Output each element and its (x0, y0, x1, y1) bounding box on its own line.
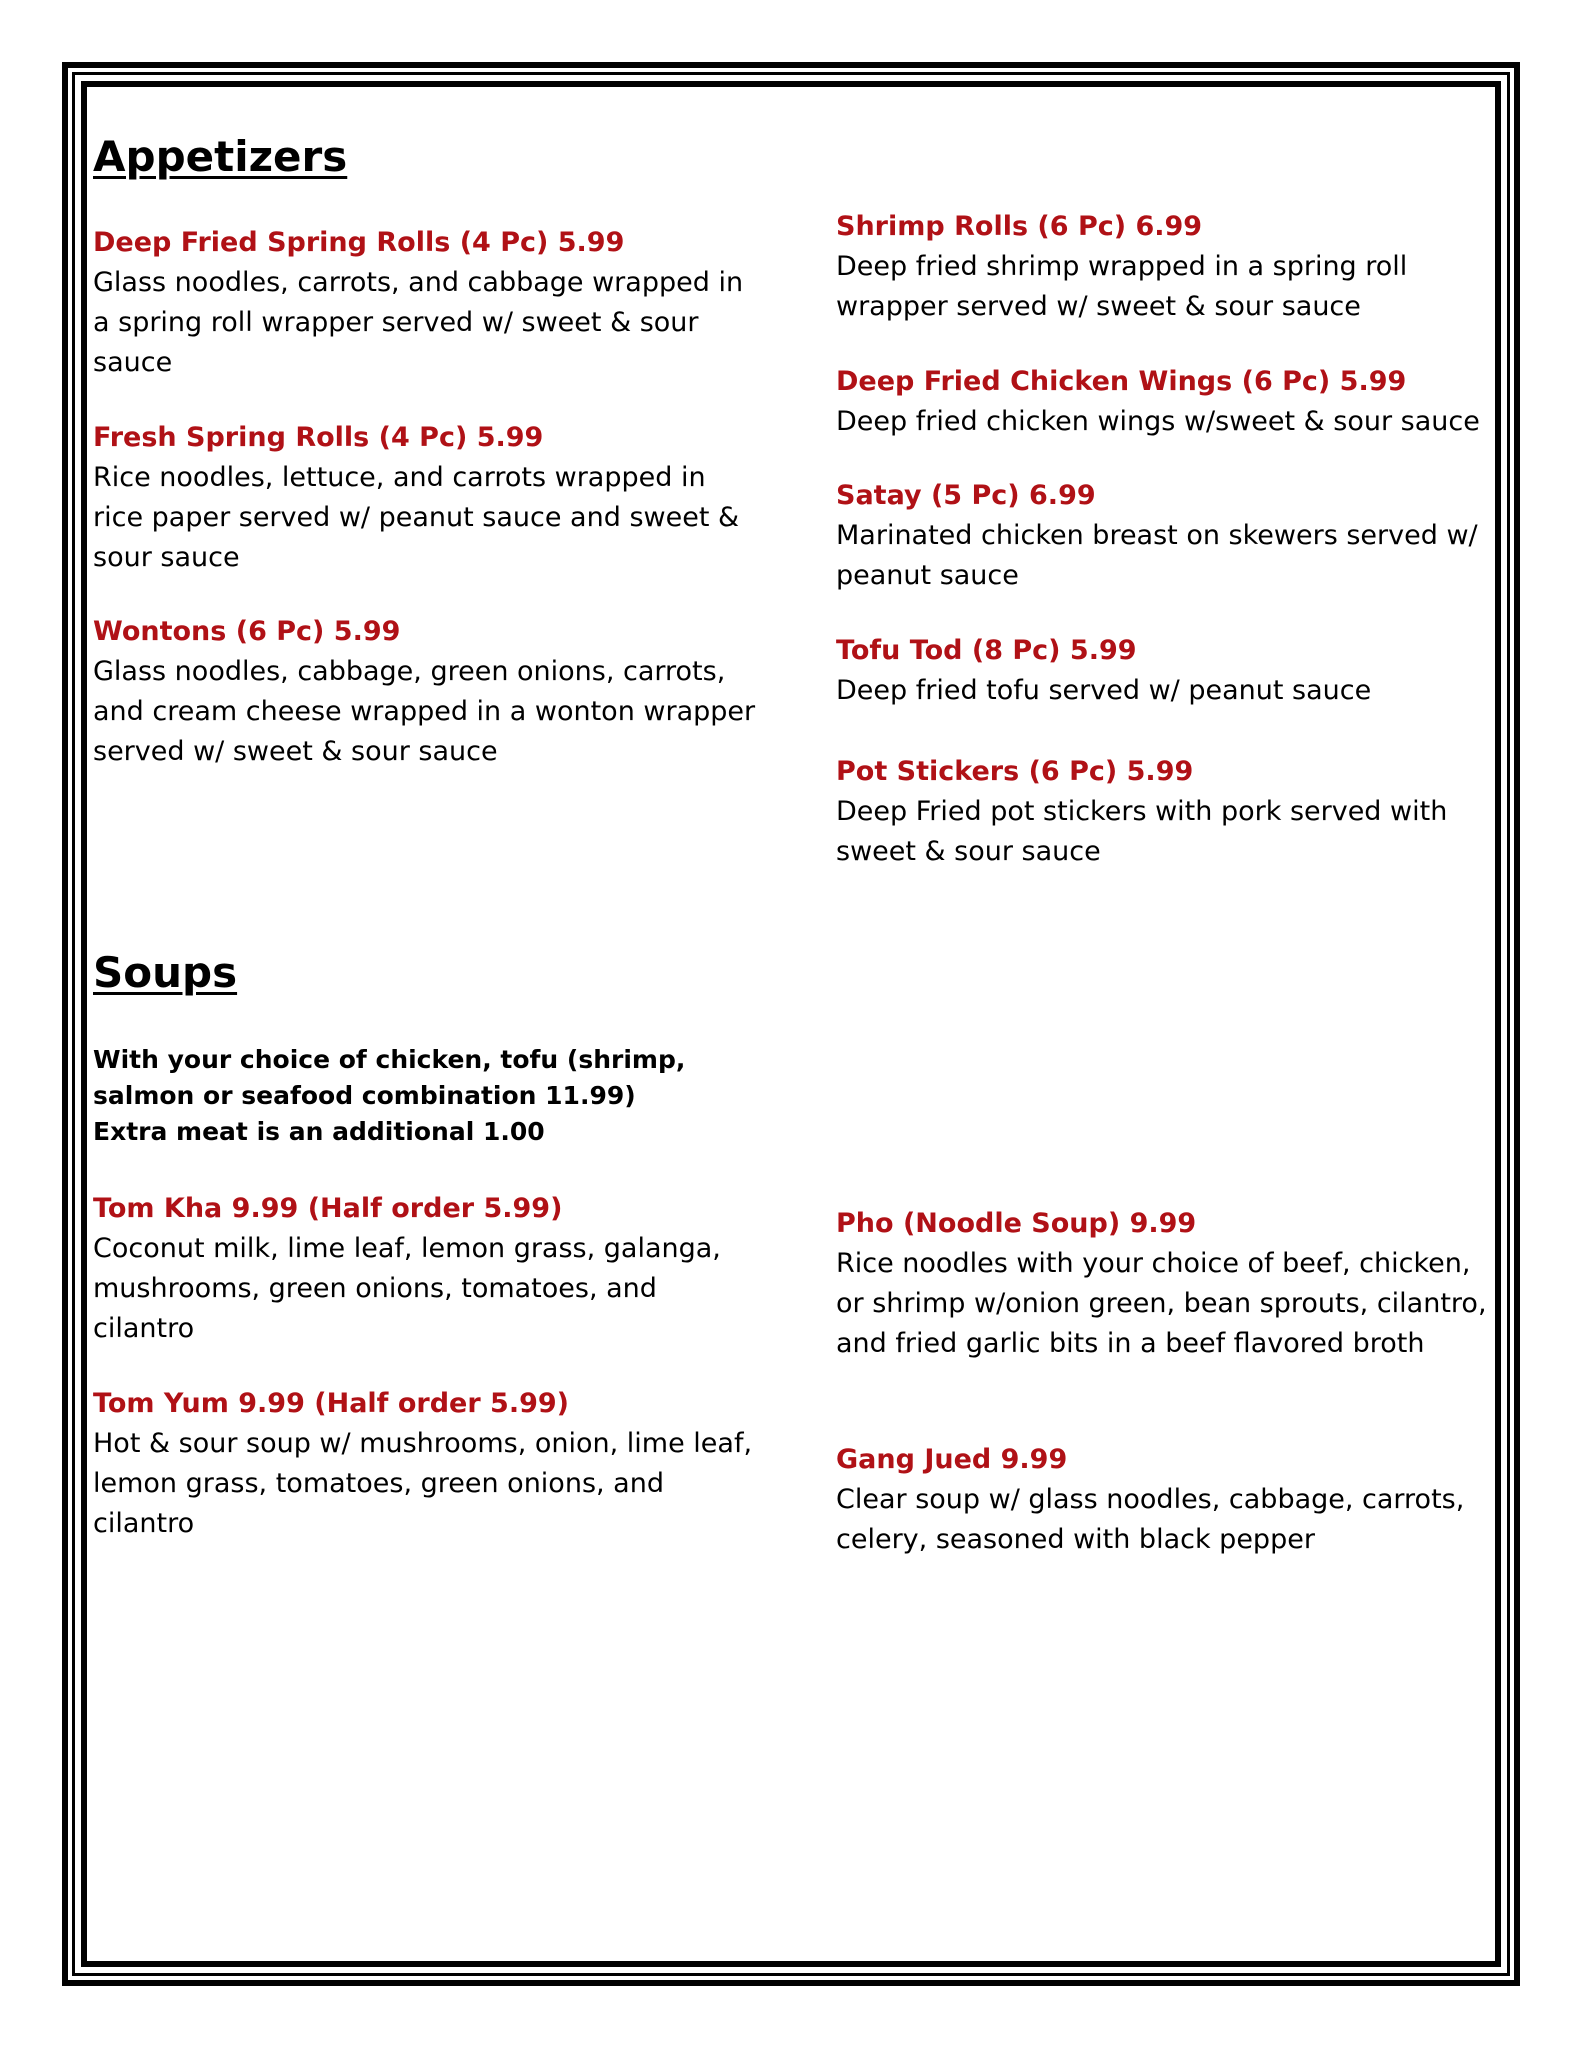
menu-item-description: Rice noodles, lettuce, and carrots wrapped in rice paper served w/ peanut sauce and sweet & sour sauce (93, 462, 740, 573)
menu-item-description: Glass noodles, carrots, and cabbage wrapped in a spring roll wrapper served w/ sweet & sour sauce (93, 267, 744, 378)
menu-item-name: Fresh Spring Rolls (4 Pc) 5.99 (93, 422, 544, 453)
menu-item-description: Glass noodles, cabbage, green onions, carrots, and cream cheese wrapped in a wonton wrapper served w/ sweet & sour sauce (93, 656, 756, 767)
menu-item-name: Deep Fried Chicken Wings (6 Pc) 5.99 (836, 366, 1407, 397)
menu-item (836, 1440, 1496, 1560)
menu-item (836, 362, 1496, 442)
menu-item-description: Hot & sour soup w/ mushrooms, onion, lime leaf, lemon grass, tomatoes, green onions, and cilantro (93, 1428, 753, 1539)
menu-item-name: Pho (Noodle Soup) 9.99 (836, 1208, 1197, 1239)
menu-item (836, 631, 1496, 711)
menu-item (93, 418, 758, 578)
menu-item-name: Satay (5 Pc) 6.99 (836, 480, 1096, 511)
menu-item-description: Deep Fried pot stickers with pork served with sweet & sour sauce (836, 796, 1448, 867)
soups-heading: Soups (93, 948, 238, 997)
menu-item-name: Wontons (6 Pc) 5.99 (93, 616, 401, 647)
menu-item-name: Tom Yum 9.99 (Half order 5.99) (93, 1388, 570, 1419)
menu-item-name: Tofu Tod (8 Pc) 5.99 (836, 635, 1137, 666)
menu-item (836, 207, 1496, 327)
menu-item-name: Shrimp Rolls (6 Pc) 6.99 (836, 211, 1203, 242)
menu-item-name: Tom Kha 9.99 (Half order 5.99) (93, 1193, 563, 1224)
menu-item-description: Deep fried shrimp wrapped in a spring roll wrapper served w/ sweet & sour sauce (836, 251, 1408, 322)
menu-item-description: Rice noodles with your choice of beef, chicken, or shrimp w/onion green, bean sprouts, cilantro, and fried garlic bits in a beef flavored broth (836, 1248, 1487, 1359)
menu-item-name: Deep Fried Spring Rolls (4 Pc) 5.99 (93, 227, 625, 258)
menu-item (93, 1384, 758, 1544)
soups-note-line: With your choice of chicken, tofu (shrimp, salmon or seafood combination 11.99) (93, 1045, 686, 1110)
menu-item-description: Deep fried tofu served w/ peanut sauce (836, 675, 1372, 706)
appetizers-heading: Appetizers (93, 132, 348, 181)
menu-item (836, 476, 1496, 596)
soups-note (93, 1042, 753, 1150)
menu-item-description: Marinated chicken breast on skewers served w/ peanut sauce (836, 520, 1478, 591)
menu-item (836, 1204, 1496, 1364)
menu-item-description: Deep fried chicken wings w/sweet & sour sauce (836, 406, 1480, 437)
menu-item (93, 1189, 758, 1349)
menu-item (836, 752, 1496, 872)
menu-item-name: Pot Stickers (6 Pc) 5.99 (836, 756, 1194, 787)
menu-item (93, 612, 758, 772)
soups-note-line: Extra meat is an additional 1.00 (93, 1117, 545, 1146)
menu-item-description: Coconut milk, lime leaf, lemon grass, galanga, mushrooms, green onions, tomatoes, and cilantro (93, 1233, 721, 1344)
menu-item (93, 223, 758, 383)
menu-item-description: Clear soup w/ glass noodles, cabbage, carrots, celery, seasoned with black pepper (836, 1484, 1465, 1555)
menu-item-name: Gang Jued 9.99 (836, 1444, 1068, 1475)
